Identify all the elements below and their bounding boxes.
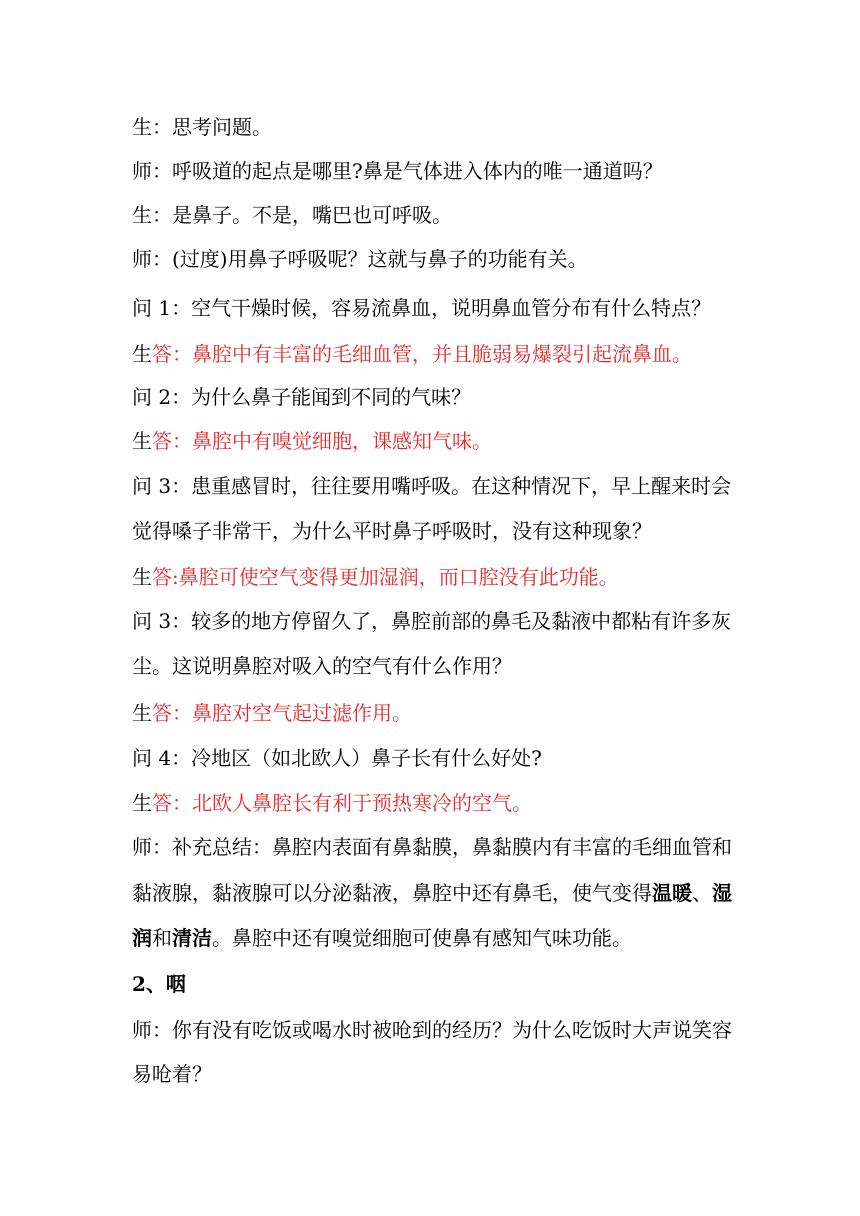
summary-tail: 。鼻腔中还有嗅觉细胞可使鼻有感知气味功能。 (212, 926, 632, 950)
keyword-moist-cont: 润 (132, 926, 152, 950)
text-line: 师：呼吸道的起点是哪里?鼻是气体进入体内的唯一通道吗？ (132, 159, 663, 183)
text-line: 师：你有没有吃饭或喝水时被呛到的经历？为什么吃饭时大声说笑容 (132, 1018, 732, 1042)
answer-text: 答:鼻腔可使空气变得更加湿润，而口腔没有此功能。 (152, 565, 619, 589)
question-line: 问 3：较多的地方停留久了，鼻腔前部的鼻毛及黏液中都粘有许多灰 (132, 609, 732, 633)
question-line: 尘。这说明鼻腔对吸入的空气有什么作用？ (132, 654, 512, 678)
keyword-warm: 温暖 (652, 881, 692, 905)
text-line: 师：(过度)用鼻子呼吸呢？这就与鼻子的功能有关。 (132, 247, 588, 271)
answer-line (132, 561, 732, 593)
speaker-label: 生 (132, 791, 152, 815)
text-line: 生：思考问题。 (132, 115, 272, 139)
answer-line (132, 425, 732, 457)
answer-line (132, 697, 732, 729)
answer-text: 答：北欧人鼻腔长有利于预热寒冷的空气。 (152, 791, 532, 815)
text-line: 生：是鼻子。不是，嘴巴也可呼吸。 (132, 203, 452, 227)
question-line: 问 1：空气干燥时候，容易流鼻血，说明鼻血管分布有什么特点？ (132, 296, 712, 320)
speaker-label: 生 (132, 701, 152, 725)
answer-text: 答：鼻腔对空气起过滤作用。 (152, 701, 412, 725)
speaker-label: 生 (132, 429, 152, 453)
text-line (132, 922, 732, 954)
conjunction: 和 (152, 926, 172, 950)
answer-text: 答：鼻腔中有嗅觉细胞，课感知气味。 (152, 429, 492, 453)
separator: 、 (692, 881, 712, 905)
question-line: 问 4：冷地区（如北欧人）鼻子长有什么好处? (132, 746, 542, 770)
answer-line (132, 787, 732, 819)
answer-line (132, 338, 732, 370)
section-heading: 2、咽 (132, 972, 186, 996)
summary-text: 黏液腺，黏液腺可以分泌黏液，鼻腔中还有鼻毛，使气变得 (132, 881, 652, 905)
text-line: 易呛着？ (132, 1062, 212, 1086)
keyword-moist: 湿 (712, 881, 732, 905)
question-line: 问 3：患重感冒时，往往要用嘴呼吸。在这种情况下，早上醒来时会 (132, 474, 732, 498)
speaker-label: 生 (132, 342, 152, 366)
speaker-label: 生 (132, 565, 152, 589)
answer-text: 答：鼻腔中有丰富的毛细血管，并且脆弱易爆裂引起流鼻血。 (152, 342, 692, 366)
keyword-clean: 清洁 (172, 926, 212, 950)
text-line (132, 877, 732, 909)
text-line: 师：补充总结：鼻腔内表面有鼻黏膜，鼻黏膜内有丰富的毛细血管和 (132, 835, 732, 859)
question-line: 觉得嗓子非常干，为什么平时鼻子呼吸时，没有这种现象？ (132, 519, 652, 543)
question-line: 问 2：为什么鼻子能闻到不同的气味？ (132, 385, 472, 409)
